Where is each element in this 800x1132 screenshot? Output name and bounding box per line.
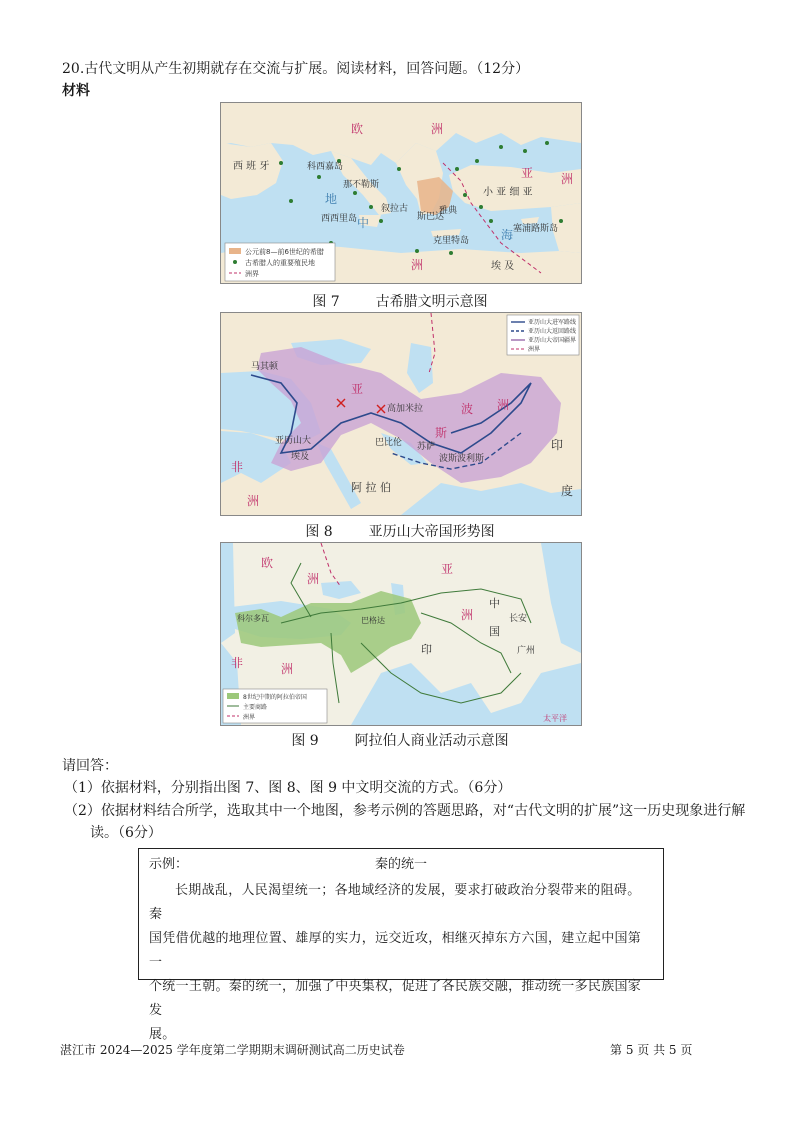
label-arabia: 阿 拉 伯 (351, 481, 391, 494)
label-athens: 雅典 (439, 206, 458, 216)
label-africa: 非 (231, 656, 244, 670)
label-gaugamela: 高加米拉 (387, 404, 424, 414)
label-macedonia: 马其顿 (251, 362, 279, 372)
example-line-4: 展。 (149, 1027, 176, 1042)
label-guangzhou: 广州 (517, 646, 536, 656)
label-china-2: 国 (489, 625, 500, 638)
svg-text:亚历山大帝国疆界: 亚历山大帝国疆界 (528, 337, 577, 344)
label-asia: 亚 (521, 166, 534, 180)
footer-page-number: 第 5 页 共 5 页 (610, 1043, 693, 1057)
example-title: 秦的统一 (374, 857, 427, 872)
label-pacific: 太平洋 (543, 714, 567, 723)
label-egypt: 埃及 (291, 452, 310, 462)
example-line-3: 个统一王朝。秦的统一，加强了中央集权，促进了各民族交融，推动统一多民族国家发 (149, 979, 642, 1018)
label-asia-minor: 小 亚 细 亚 (483, 187, 533, 198)
label-naples: 那不勒斯 (343, 180, 380, 190)
label-europe-2: 洲 (431, 122, 444, 136)
svg-text:主要商路: 主要商路 (243, 704, 268, 711)
question-2-line-2: 读。（6分） (90, 825, 162, 841)
label-india: 印 (421, 643, 432, 656)
label-asia: 亚 (351, 382, 364, 396)
svg-text:洲界: 洲界 (528, 346, 541, 353)
label-corsica: 科西嘉岛 (307, 162, 344, 172)
label-persia: 波 (461, 402, 474, 416)
label-europe: 欧 (261, 556, 274, 570)
map-alexander-empire (220, 312, 582, 516)
label-africa-2: 洲 (411, 258, 424, 272)
label-egypt: 埃 及 (491, 261, 515, 272)
svg-text:8世纪中期的阿拉伯帝国: 8世纪中期的阿拉伯帝国 (243, 694, 307, 701)
svg-text:洲界: 洲界 (245, 270, 259, 278)
figure-7-caption: 图 7 古希腊文明示意图 (312, 294, 488, 310)
svg-text:古希腊人的重要殖民地: 古希腊人的重要殖民地 (245, 259, 315, 267)
label-persia-2: 斯 (435, 426, 448, 440)
label-sea-zhong: 中 (357, 216, 370, 230)
label-cordoba: 科尔多瓦 (237, 614, 269, 623)
example-line-1: 长期战乱，人民渴望统一；各地域经济的发展，要求打破政治分裂带来的阻碍。秦 (149, 883, 641, 922)
svg-text:亚历山大返回路线: 亚历山大返回路线 (528, 328, 577, 335)
map-arab-trade (220, 542, 582, 726)
label-sparta: 斯巴达 (417, 212, 445, 222)
example-box (138, 848, 664, 1042)
svg-text:亚历山大进军路线: 亚历山大进军路线 (528, 319, 577, 326)
map9-legend (223, 689, 327, 723)
label-asia-2: 洲 (497, 398, 510, 412)
label-chang-an: 长安 (509, 614, 528, 624)
label-cyprus: 塞浦路斯岛 (513, 224, 559, 234)
label-india: 印 (551, 438, 564, 452)
answer-prompt: 请回答： (62, 758, 118, 774)
example-body (149, 879, 649, 1047)
label-sicily: 西西里岛 (321, 214, 358, 224)
map7-legend (225, 243, 335, 281)
label-india-2: 度 (561, 484, 574, 498)
label-europe: 欧 (351, 122, 364, 136)
label-baghdad: 巴格达 (361, 616, 385, 625)
label-europe-2: 洲 (307, 572, 320, 586)
label-sea-di: 地 (325, 192, 338, 206)
material-label: 材料 (62, 83, 90, 99)
label-asia-2: 洲 (461, 608, 474, 622)
label-sea-hai: 海 (501, 228, 514, 242)
label-syracuse: 叙拉古 (381, 204, 409, 214)
question-2-line-1: （2）依据材料结合所学，选取其中一个地图，参考示例的答题思路，对“古代文明的扩展”这一历史现象进行解 (64, 803, 746, 819)
figure-9-caption: 图 9 阿拉伯人商业活动示意图 (291, 733, 509, 749)
label-africa-2: 洲 (281, 662, 294, 676)
footer-exam-title: 湛江市 2024—2025 学年度第二学期期末调研测试高二历史试卷 (60, 1043, 405, 1057)
label-persepolis: 波斯波利斯 (439, 454, 485, 464)
label-crete: 克里特岛 (433, 236, 470, 246)
label-china: 中 (489, 597, 500, 610)
question-title: 20.古代文明从产生初期就存在交流与扩展。阅读材料，回答问题。（12分） (62, 61, 530, 77)
label-africa: 非 (231, 460, 244, 474)
label-asia: 亚 (441, 562, 454, 576)
svg-text:公元前8—前6世纪的希腊: 公元前8—前6世纪的希腊 (245, 248, 324, 256)
label-babylon: 巴比伦 (375, 438, 403, 448)
label-africa-2: 洲 (247, 494, 260, 508)
map-ancient-greece (220, 102, 582, 284)
svg-text:洲界: 洲界 (243, 714, 256, 721)
example-head: 示例： (149, 857, 189, 872)
example-line-2: 国凭借优越的地理位置、雄厚的实力，远交近攻，相继灭掉东方六国，建立起中国第一 (149, 931, 642, 970)
figure-8-caption: 图 8 亚历山大帝国形势图 (305, 524, 495, 540)
label-asia-2: 洲 (561, 172, 574, 186)
label-alexandria: 亚历山大 (275, 436, 312, 446)
label-susa: 苏萨 (417, 442, 436, 452)
question-1: （1）依据材料，分别指出图 7、图 8、图 9 中文明交流的方式。（6分） (64, 780, 512, 796)
map8-legend (507, 315, 579, 355)
label-spain: 西 班 牙 (233, 161, 270, 172)
